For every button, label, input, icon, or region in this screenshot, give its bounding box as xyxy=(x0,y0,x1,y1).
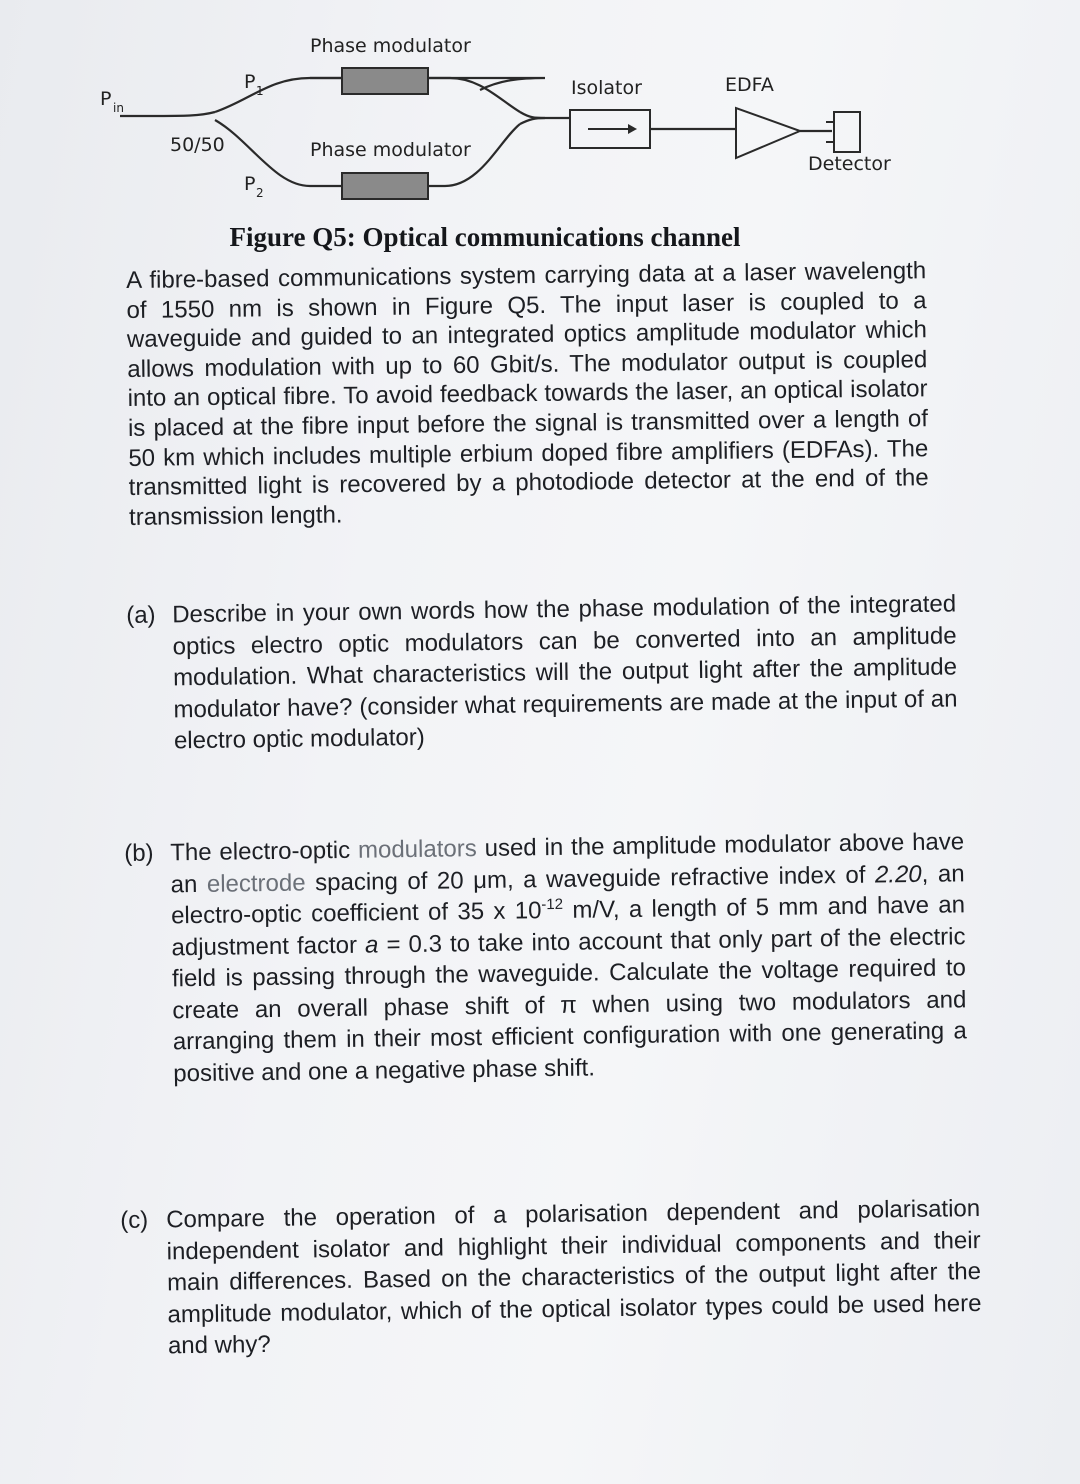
question-b-index-value: 2.20 xyxy=(874,860,922,889)
question-c xyxy=(120,1193,982,1362)
question-a-label: (a) xyxy=(126,601,156,629)
p1-label: P xyxy=(244,71,256,93)
question-b-text-6: = 0.3 to take into account that only part of the electric field is passing through the waveguide. Calculate the voltage required to create an overall phase shift of π when using two modulators and arranging them in their most efficient configuration with one generating a positive and one a negative phase shift. xyxy=(171,922,967,1087)
top-phase-modulator xyxy=(342,68,428,94)
question-b-factor-symbol: a xyxy=(364,930,379,959)
top-modulator-label: Phase modulator xyxy=(310,35,471,57)
edfa-label: EDFA xyxy=(725,74,774,96)
detector-box xyxy=(834,112,860,152)
p2-subscript: 2 xyxy=(256,186,264,200)
question-c-label: (c) xyxy=(120,1206,149,1234)
question-b-text-4: , an electro-optic coefficient of 35 x 10 xyxy=(170,859,965,930)
optical-channel-diagram xyxy=(0,0,1080,220)
detector-label: Detector xyxy=(808,153,891,175)
edfa-triangle xyxy=(736,108,800,158)
input-waveguide xyxy=(120,112,215,116)
question-a-text: Describe in your own words how the phase modulation of the integrated optics electro optic modulators can be converted into an amplitude modulation. What characteristics will the output light after the amplitude modulator have? (consider what requirements are made at the input of an electro optic modulator) xyxy=(172,590,958,755)
bottom-modulator-label: Phase modulator xyxy=(310,139,471,161)
question-c-text: Compare the operation of a polarisation dependent and polarisation independent isolator and highlight their individual components and their main differences. Based on the characteristics of the output light after the amplitude modulator, which of the optical isolator types could be used here and why? xyxy=(166,1194,982,1360)
question-b xyxy=(124,826,967,1090)
isolator-label: Isolator xyxy=(571,77,642,99)
question-b-text-5: m/V, a length of 5 mm and have an adjustment factor xyxy=(171,891,966,961)
pin-label: P xyxy=(100,88,112,110)
pin-subscript: in xyxy=(113,101,124,115)
splitter-label: 50/50 xyxy=(170,134,225,156)
figure-caption: Figure Q5: Optical communications channel xyxy=(229,222,741,252)
question-b-text-3: spacing of 20 μm, a waveguide refractive index of xyxy=(305,861,876,896)
intro-paragraph: A fibre-based communications system carrying data at a laser wavelength of 1550 nm is shown in Figure Q5. The input laser is coupled to a waveguide and guided to an integrated optics amplitude modulator which allows modulation with up to 60 Gbit/s. The modulator output is coupled into an optical fibre. To avoid feedback towards the laser, an optical isolator is placed at the fibre input before the signal is transmitted over a length of 50 km which includes multiple erbium doped fibre amplifiers (EDFAs). The transmitted light is recovered by a photodiode detector at the end of the transmission length. xyxy=(126,257,929,531)
question-b-exponent: -12 xyxy=(541,895,564,914)
question-b-faint-1: modulators xyxy=(357,835,477,864)
question-b-faint-2: electrode xyxy=(206,868,306,898)
p1-subscript: 1 xyxy=(256,84,264,98)
p2-label: P xyxy=(244,173,256,195)
question-b-label: (b) xyxy=(124,839,154,867)
bottom-phase-modulator xyxy=(342,173,428,199)
question-a xyxy=(126,588,958,757)
question-b-text-1: The electro-optic xyxy=(170,836,359,867)
question-b-text-2: used in the amplitude modulator above have an xyxy=(170,828,965,898)
